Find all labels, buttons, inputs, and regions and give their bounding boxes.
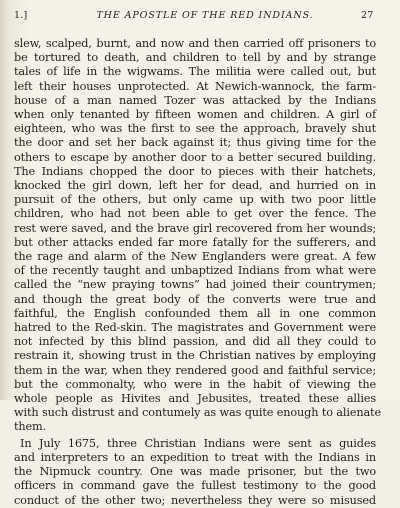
text-line: faithful, the English confounded them all in one common (14, 306, 376, 320)
text-line: the Nipmuck country. One was made prisoner, but the two (14, 465, 376, 479)
text-line: house of a man named Tozer was attacked by the Indians (14, 93, 376, 107)
text-line: them. (14, 420, 47, 434)
text-line: but other attacks ended far more fatally for the sufferers, and (14, 235, 376, 249)
text-line: hatred to the Red-skin. The magistrates and Government were (14, 321, 376, 335)
text-line: eighteen, who was the first to see the approach, bravely shut (14, 122, 376, 136)
text-line: when only tenanted by fifteen women and children. A girl of (14, 108, 376, 122)
text-line: whole people as Hivites and Jebusites, treated these allies (14, 392, 376, 406)
text-line: be tortured to death, and children to tell by and by strange (14, 51, 376, 65)
text-line: with such distrust and contumely as was quite enough to alienate (14, 406, 381, 420)
text-line: but the commonalty, who were in the habit of viewing the (14, 377, 376, 391)
paragraph-1 (14, 37, 381, 435)
body-text (14, 37, 381, 508)
running-head (0, 0, 400, 28)
paragraph-2 (14, 437, 376, 508)
text-line: them in the war, when they rendered good and faithful service; (14, 363, 376, 377)
text-line: In July 1675, three Christian Indians were sent as guides (20, 436, 376, 450)
text-line: the rage and alarm of the New Englanders were great. A few (14, 250, 376, 264)
text-line: called the “new praying towns” had joined their countrymen; (14, 278, 376, 292)
text-line: tales of life in the wigwams. The militia were called out, but (14, 65, 376, 79)
text-line: conduct of the other two; nevertheless they were so misused (14, 493, 376, 507)
text-line: pursuit of the others, but only came up with two poor little (14, 193, 376, 207)
text-line: left their houses unprotected. At Newich-wannock, the farm- (14, 79, 376, 93)
chapter-marker: 1.] (14, 10, 28, 21)
text-line: not infected by this blind passion, and did all they could to (14, 335, 376, 349)
text-line: the door and set her back against it; thus giving time for the (14, 136, 376, 150)
text-line: restrain it, showing trust in the Christian natives by employing (14, 349, 376, 363)
text-line: knocked the girl down, left her for dead, and hurried on in (14, 179, 376, 193)
text-line: rest were saved, and the brave girl recovered from her wounds; (14, 221, 376, 235)
text-line: slew, scalped, burnt, and now and then carried off prisoners to (14, 37, 376, 50)
text-line: and interpreters to an expedition to treat with the Indians in (14, 450, 376, 464)
text-line: and though the great body of the converts were true and (14, 292, 376, 306)
text-line: of the recently taught and unbaptized Indians from what were (14, 264, 376, 278)
text-line: officers in command gave the fullest testimony to the good (14, 479, 376, 493)
text-line: children, who had not been able to get over the fence. The (14, 207, 376, 221)
page-number: 27 (361, 10, 374, 21)
running-title: THE APOSTLE OF THE RED INDIANS. (96, 10, 314, 21)
text-line: others to escape by another door to a better secured building. (14, 150, 376, 164)
text-line: The Indians chopped the door to pieces with their hatchets, (14, 164, 376, 178)
